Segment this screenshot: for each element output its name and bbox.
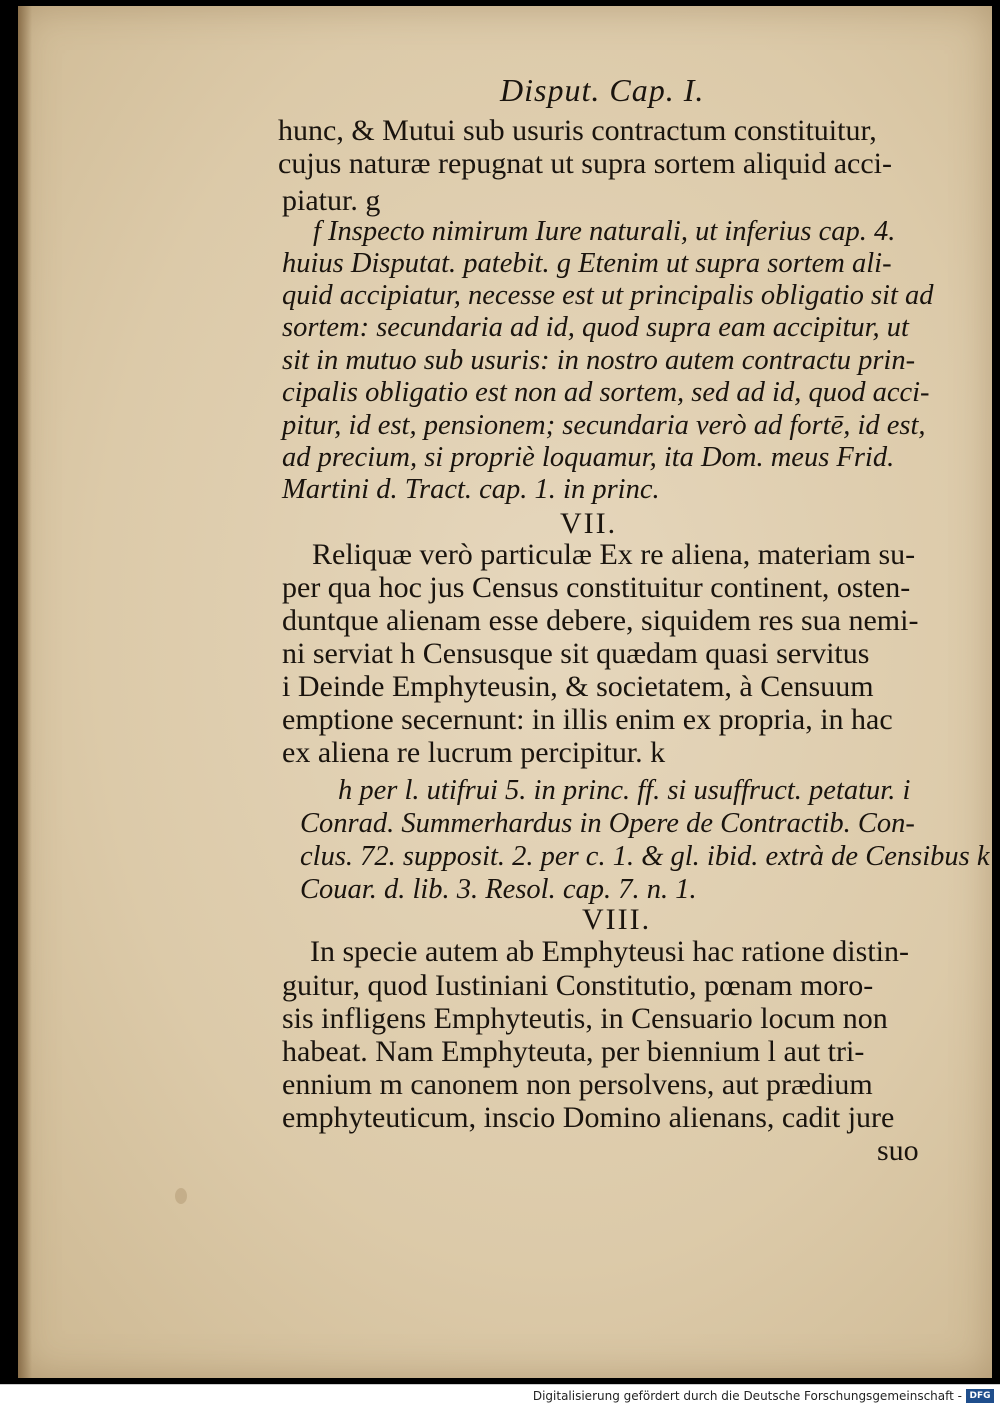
paper-blemish [175,1188,187,1204]
footnote-line: pitur, id est, pensionem; secundaria verò ad fortē, id est, [282,410,926,441]
footer-credit: Digitalisierung gefördert durch die Deutsche Forschungsgemeinschaft - [532,1389,962,1403]
section-heading-viii: VIII. [582,903,652,936]
text-line: piatur. g [282,184,381,217]
footnote-line: f Inspecto nimirum Iure naturali, ut inferius cap. 4. [313,216,896,247]
footnote-line: sit in mutuo sub usuris: in nostro autem contractu prin- [282,345,916,376]
text-line: ex aliena re lucrum percipitur. k [282,736,666,769]
footnote-line: h per l. utifrui 5. in princ. ff. si usuffruct. petatur. i [338,775,911,806]
text-line: hunc, & Mutui sub usuris contractum constituitur, [278,114,877,147]
footnote-line: Martini d. Tract. cap. 1. in princ. [282,474,660,505]
section-heading-vii: VII. [560,507,618,540]
text-line: guitur, quod Iustiniani Constitutio, pœnam moro- [282,969,874,1002]
text-line: per qua hoc jus Census constituitur continent, osten- [282,571,911,604]
catchword: suo [877,1134,919,1167]
text-line: ni serviat h Censusque sit quædam quasi servitus [282,637,870,670]
footnote-line: ad precium, si propriè loquamur, ita Dom. meus Frid. [282,442,895,473]
text-line: emphyteuticum, inscio Domino alienans, cadit jure [282,1101,895,1134]
footnote-line: huius Disputat. patebit. g Etenim ut supra sortem ali- [282,248,892,279]
text-line: emptione secernunt: in illis enim ex propria, in hac [282,703,893,736]
page-spine-shadow [18,6,32,1378]
text-line: habeat. Nam Emphyteuta, per biennium l aut tri- [282,1035,865,1068]
footer-bar [0,1384,1000,1408]
text-line: i Deinde Emphyteusin, & societatem, à Censuum [282,670,874,703]
running-head: Disput. Cap. I. [500,72,705,108]
text-line: ennium m canonem non persolvens, aut prædium [282,1068,873,1101]
footnote-line: quid accipiatur, necesse est ut principalis obligatio sit ad [282,280,934,311]
text-line: duntque alienam esse debere, siquidem res sua nemi- [282,604,919,637]
dfg-logo-icon: DFG [966,1389,994,1403]
footnote-line: clus. 72. supposit. 2. per c. 1. & gl. ibid. extrà de Censibus k [300,841,990,872]
footnote-line: cipalis obligatio est non ad sortem, sed ad id, quod acci- [282,377,930,408]
footnote-line: sortem: secundaria ad id, quod supra eam accipitur, ut [282,312,909,343]
footnote-line: Conrad. Summerhardus in Opere de Contractib. Con- [300,808,915,839]
text-line: In specie autem ab Emphyteusi hac ratione distin- [310,935,909,968]
footnote-line: Couar. d. lib. 3. Resol. cap. 7. n. 1. [300,874,697,905]
text-line: sis infligens Emphyteutis, in Censuario locum non [282,1002,888,1035]
text-line: Reliquæ verò particulæ Ex re aliena, materiam su- [312,538,916,571]
text-line: cujus naturæ repugnat ut supra sortem aliquid acci- [278,147,892,180]
